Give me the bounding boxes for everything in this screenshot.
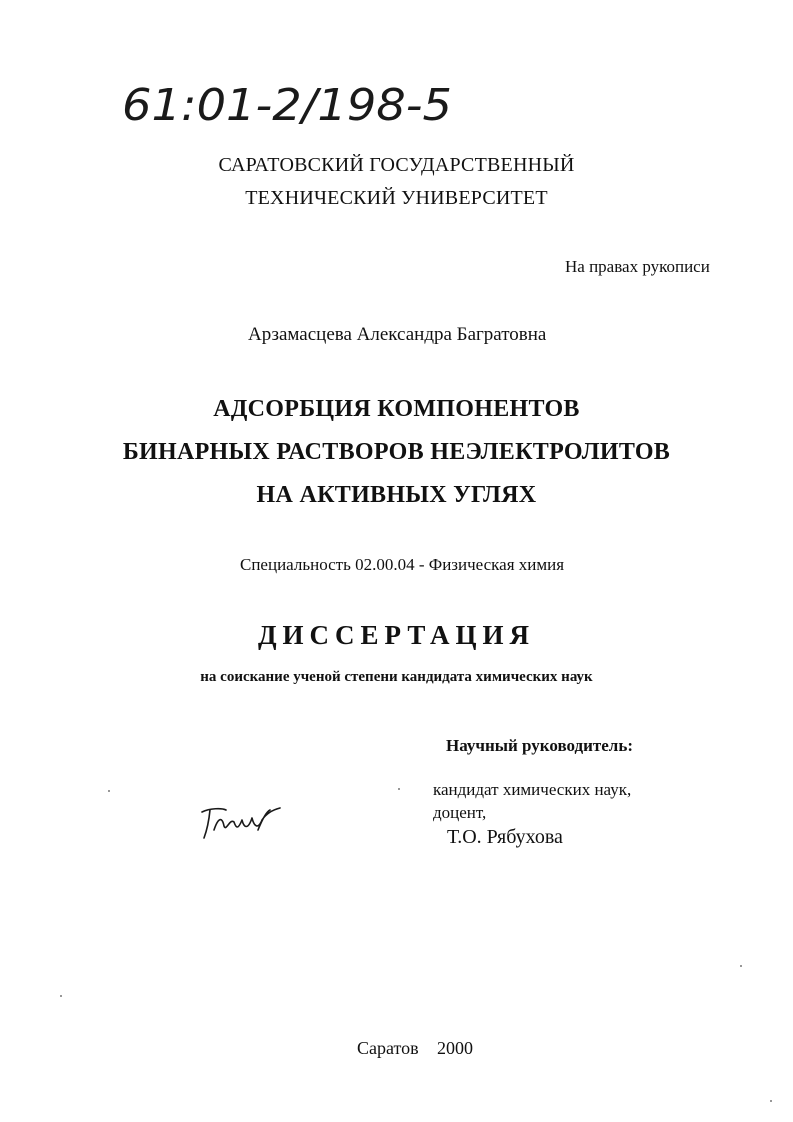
- footer-year: 2000: [437, 1038, 473, 1058]
- scan-speck: [770, 1100, 772, 1102]
- supervisor-name: Т.О. Рябухова: [447, 826, 563, 848]
- supervisor-heading: Научный руководитель:: [446, 736, 633, 755]
- scan-speck: [398, 788, 400, 790]
- manuscript-rights-notice: На правах рукописи: [565, 257, 710, 276]
- document-type-heading: ДИССЕРТАЦИЯ: [257, 620, 536, 650]
- supervisor-position: доцент,: [433, 803, 487, 822]
- scan-speck: [108, 790, 110, 792]
- handwritten-code-text: 61:01-2/198-5: [122, 80, 452, 131]
- dissertation-title-line1: АДСОРБЦИЯ КОМПОНЕНТОВ: [213, 396, 580, 422]
- handwritten-code-drawing: [120, 70, 520, 140]
- author-name: Арзамасцева Александра Багратовна: [248, 324, 547, 345]
- scan-speck: [60, 995, 62, 997]
- handwritten-registration-code: [120, 70, 520, 140]
- specialty-line: Специальность 02.00.04 - Физическая химия: [240, 555, 565, 574]
- scan-speck: [740, 965, 742, 967]
- supervisor-degree: кандидат химических наук,: [433, 780, 632, 799]
- university-name-line2: ТЕХНИЧЕСКИЙ УНИВЕРСИТЕТ: [245, 187, 548, 209]
- dissertation-title-line2: БИНАРНЫХ РАСТВОРОВ НЕЭЛЕКТРОЛИТОВ: [122, 439, 671, 465]
- handwritten-signature: [196, 800, 288, 844]
- university-name-line1: САРАТОВСКИЙ ГОСУДАРСТВЕННЫЙ: [218, 154, 575, 176]
- footer-city: Саратов: [357, 1038, 419, 1058]
- degree-line: на соискание ученой степени кандидата химических наук: [200, 669, 593, 685]
- dissertation-title-line3: НА АКТИВНЫХ УГЛЯХ: [256, 482, 537, 508]
